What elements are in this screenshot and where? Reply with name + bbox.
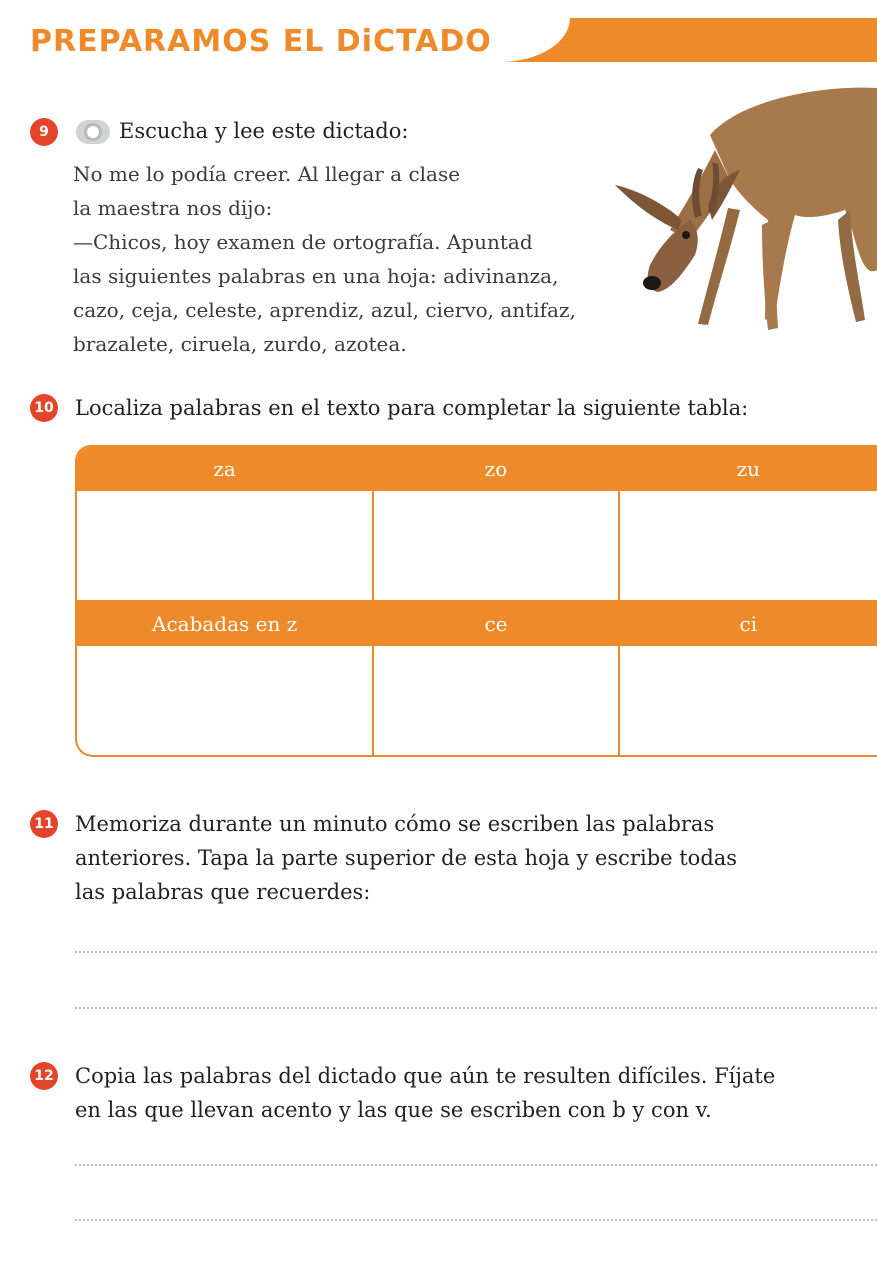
table-answer-cell[interactable] — [77, 646, 374, 757]
dictation-line: cazo, ceja, celeste, aprendiz, azul, ciervo, antifaz, — [73, 298, 576, 322]
table-header-cell: ci — [739, 612, 758, 636]
table-header-cell: Acabadas en z — [77, 602, 374, 646]
table-header-row — [77, 602, 877, 646]
table-header-cell: zo — [374, 447, 619, 491]
exercise-10-instruction: Localiza palabras en el texto para completar la siguiente tabla: — [75, 396, 749, 420]
exercise-number-9: 9 — [30, 118, 58, 146]
instruction-line: anteriores. Tapa la parte superior de esta hoja y escribe todas — [75, 846, 738, 870]
instruction-line: en las que llevan acento y las que se escriben con b y con v. — [75, 1098, 712, 1122]
instruction-line: Memoriza durante un minuto cómo se escriben las palabras — [75, 812, 715, 836]
dictation-line: la maestra nos dijo: — [73, 196, 273, 220]
table-row — [77, 646, 877, 757]
dictation-line: No me lo podía creer. Al llegar a clase — [73, 162, 461, 186]
page-title: PREPARAMOS EL DiCTADO — [30, 24, 492, 59]
dictation-line: las siguientes palabras en una hoja: adivinanza, — [73, 264, 559, 288]
table-answer-cell[interactable] — [77, 491, 374, 600]
exercise-number-11: 11 — [30, 810, 58, 838]
table-answer-cell[interactable] — [620, 646, 877, 757]
table-header-cell: ce — [374, 602, 619, 646]
dictation-line: —Chicos, hoy examen de ortografía. Apuntad — [73, 230, 533, 254]
table-header-cell: zu — [736, 457, 761, 481]
dictation-line: brazalete, ciruela, zurdo, azotea. — [73, 332, 407, 356]
exercise-number-12: 12 — [30, 1062, 58, 1090]
exercise-9-instruction: Escucha y lee este dictado: — [119, 119, 409, 143]
dictation-text — [73, 157, 653, 361]
answer-line[interactable] — [75, 1164, 877, 1166]
table-answer-cell[interactable] — [620, 491, 877, 600]
answer-line[interactable] — [75, 1219, 877, 1221]
exercise-11-instruction — [75, 807, 737, 909]
table-header-row — [77, 447, 877, 491]
answer-line[interactable] — [75, 1007, 877, 1009]
answer-line[interactable] — [75, 951, 877, 953]
deer-illustration — [590, 80, 877, 342]
exercise-12-instruction — [75, 1059, 775, 1127]
exercise-number-10: 10 — [30, 394, 58, 422]
table-answer-cell[interactable] — [374, 646, 619, 757]
instruction-line: las palabras que recuerdes: — [75, 880, 371, 904]
instruction-line: Copia las palabras del dictado que aún te resulten difíciles. Fíjate — [75, 1064, 776, 1088]
table-row — [77, 491, 877, 602]
audio-cd-icon[interactable] — [76, 120, 110, 144]
table-answer-cell[interactable] — [374, 491, 619, 600]
word-table — [75, 445, 877, 757]
table-header-cell: za — [77, 447, 374, 491]
